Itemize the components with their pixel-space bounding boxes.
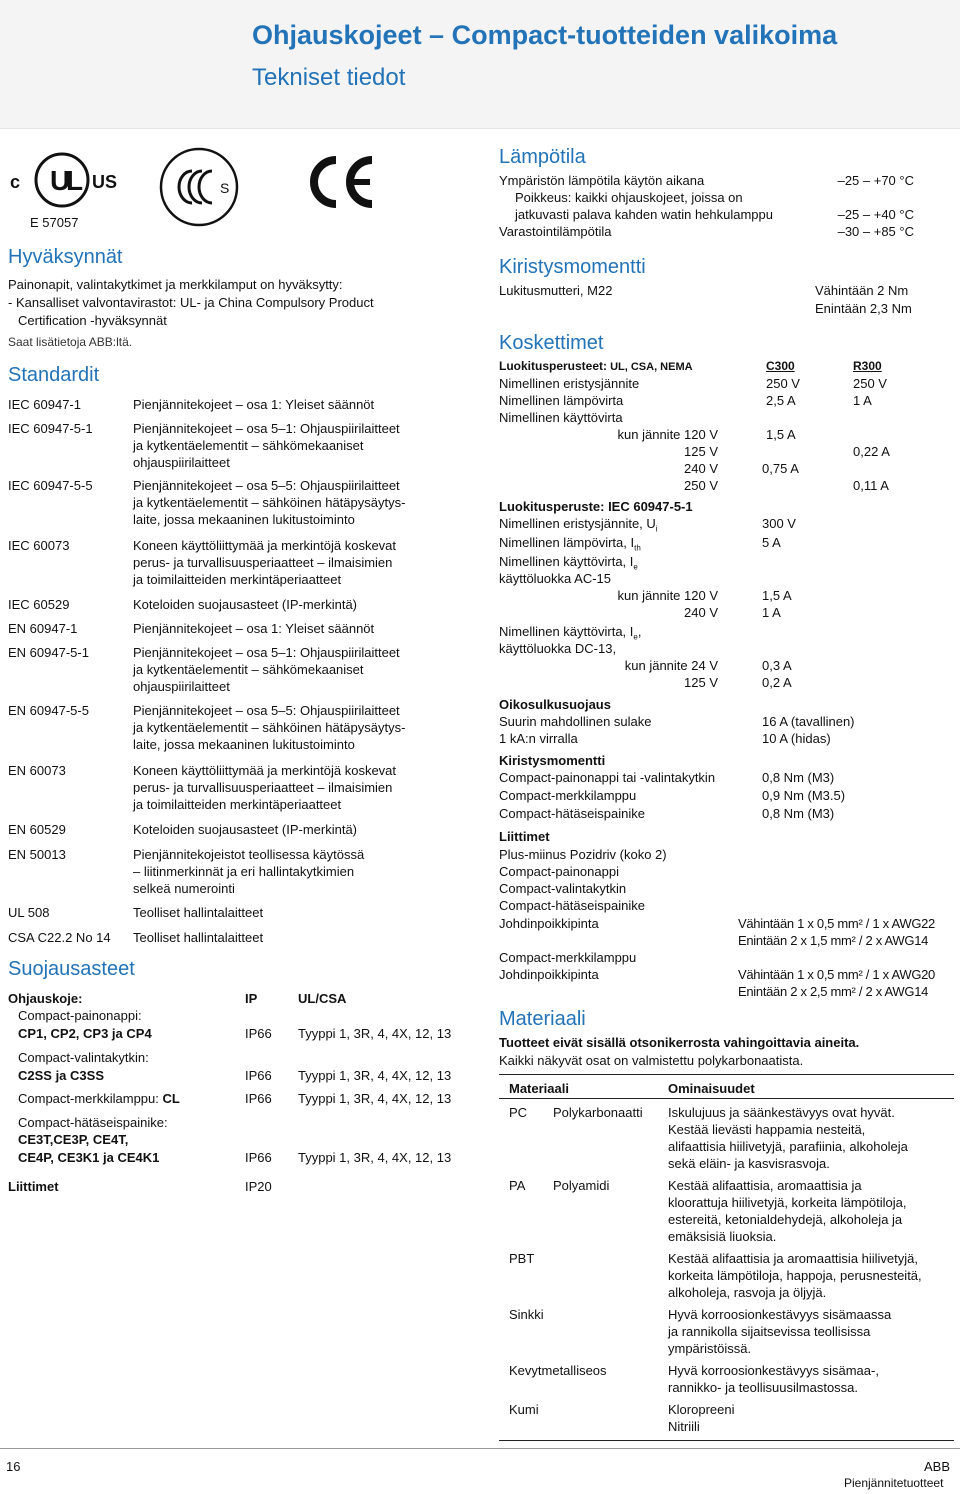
ccc-certification-logo	[158, 146, 240, 228]
standard-code: EN 60529	[8, 822, 66, 837]
standard-desc: ja kytkentäelementit – sähköinen hätäpysäytys-	[133, 495, 406, 510]
temp-value: –25 – +70 °C	[837, 173, 914, 188]
material-table-bottom-rule	[499, 1440, 954, 1441]
temp-value: –25 – +40 °C	[837, 207, 914, 222]
temp-value: –30 – +85 °C	[837, 224, 914, 239]
protection-ulcsa: Tyyppi 1, 3R, 4, 4X, 12, 13	[298, 1150, 452, 1165]
contact-torque-label: Compact-painonappi tai -valintakytkin	[499, 770, 716, 785]
protection-ulcsa: Tyyppi 1, 3R, 4, 4X, 12, 13	[298, 1068, 452, 1083]
contacts-value: 300 V	[762, 516, 796, 531]
protection-terminals: Liittimet	[8, 1179, 59, 1194]
contacts-heading: Koskettimet	[499, 332, 604, 354]
contacts-label: Nimellinen lämpövirta	[499, 393, 624, 408]
contacts-basis-iec: Luokitusperuste: IEC 60947-5-1	[499, 499, 693, 514]
contacts-label: Nimellinen eristysjännite	[499, 376, 640, 391]
material-prop: Kestää alifaattisia ja aromaattisia hiilivetyjä,	[668, 1251, 919, 1266]
standard-desc: ja kytkentäelementit – sähköinen hätäpysäytys-	[133, 720, 406, 735]
standard-code: IEC 60073	[8, 538, 70, 553]
page-title: Ohjauskojeet – Compact-tuotteiden valikoima	[252, 20, 838, 50]
contacts-r300-value: 0,11 A	[853, 478, 889, 493]
ie-label: Nimellinen käyttövirta, I	[499, 554, 634, 569]
ul-left-mark: c	[10, 172, 21, 192]
contacts-c300-value: 250 V	[766, 376, 800, 391]
protection-device-codes: CE4P, CE3K1 ja CE4K1	[18, 1150, 160, 1165]
contacts-value: 1,5 A	[762, 588, 792, 603]
standard-desc: ja kytkentäelementit – sähkömekaaniset	[133, 438, 364, 453]
ui-label: Nimellinen eristysjännite, U	[499, 516, 656, 531]
material-prop: Hyvä korroosionkestävyys sisämaassa	[668, 1307, 892, 1322]
contacts-c300-value: 0,75 A	[762, 461, 799, 476]
contacts-value: 0,2 A	[762, 675, 792, 690]
material-prop: emäksisiä liuoksia.	[668, 1229, 777, 1244]
protection-ulcsa: Tyyppi 1, 3R, 4, 4X, 12, 13	[298, 1091, 452, 1106]
protection-ip: IP66	[245, 1026, 272, 1041]
contacts-label: 250 V	[684, 478, 718, 493]
material-intro: Kaikki näkyvät osat on valmistettu polykarbonaatista.	[499, 1053, 804, 1068]
ie2-suffix: ,	[637, 624, 642, 639]
terminals-line: Compact-hätäseispainike	[499, 898, 645, 913]
torque-heading: Kiristysmomentti	[499, 256, 646, 278]
contacts-basis	[499, 358, 693, 376]
terminals-heading: Liittimet	[499, 829, 550, 844]
temp-label: Poikkeus: kaikki ohjauskojeet, joissa on	[515, 190, 743, 205]
contact-torque-value: 0,8 Nm (M3)	[762, 770, 835, 785]
protection-col-ulcsa: UL/CSA	[298, 991, 347, 1006]
material-code: Sinkki	[509, 1307, 544, 1322]
contacts-r300-value: 0,22 A	[853, 444, 890, 459]
standard-desc: Koneen käyttöliittymää ja merkintöjä koskevat	[133, 763, 397, 778]
standard-code: IEC 60947-1	[8, 397, 81, 412]
terminals-line: Plus-miinus Pozidriv (koko 2)	[499, 847, 667, 862]
protection-device-codes: C2SS ja C3SS	[18, 1068, 104, 1083]
material-prop: ympäristöissä.	[668, 1341, 752, 1356]
temp-label: Ympäristön lämpötila käytön aikana	[499, 173, 705, 188]
conductor-min: Vähintään 1 x 0,5 mm² / 1 x AWG20	[738, 967, 935, 982]
contacts-label: kun jännite 120 V	[617, 427, 718, 442]
footer-section: Pienjännitetuotteet	[844, 1476, 944, 1490]
conductor-label: Johdinpoikkipinta	[499, 916, 599, 931]
material-prop: Kloropreeni	[668, 1402, 735, 1417]
torque-label: Lukitusmutteri, M22	[499, 283, 613, 298]
protection-heading: Suojausasteet	[8, 958, 135, 980]
ul-file-number: E 57057	[30, 215, 79, 230]
contacts-value: 5 A	[762, 535, 781, 550]
protection-device: Compact-valintakytkin:	[18, 1050, 149, 1065]
standard-code: IEC 60947-5-5	[8, 478, 93, 493]
contacts-r300-value: 250 V	[853, 376, 887, 391]
material-prop: Nitriili	[668, 1419, 700, 1434]
standard-code: EN 60947-1	[8, 621, 78, 636]
standard-desc: Teolliset hallintalaitteet	[133, 930, 264, 945]
contact-torque-heading: Kiristysmomentti	[499, 753, 606, 768]
ie2-sub: e	[633, 632, 638, 642]
contact-torque-value: 0,9 Nm (M3.5)	[762, 788, 846, 803]
standard-code: CSA C22.2 No 14	[8, 930, 111, 945]
contacts-label: kun jännite 24 V	[624, 658, 718, 673]
material-col-material: Materiaali	[509, 1081, 569, 1096]
standard-desc: perus- ja turvallisuusperiaatteet – ilmaisimien	[133, 780, 393, 795]
standard-desc: Pienjännitekojeet – osa 5–1: Ohjauspiirilaitteet	[133, 645, 400, 660]
standard-code: UL 508	[8, 905, 50, 920]
contacts-label: 125 V	[684, 444, 718, 459]
footer-rule	[0, 1448, 960, 1449]
terminals-line: Compact-merkkilamppu	[499, 950, 637, 965]
contacts-basis-value: UL, CSA, NEMA	[607, 361, 693, 373]
short-circuit-value: 10 A (hidas)	[762, 731, 831, 746]
approvals-line: - Kansalliset valvontavirastot: UL- ja China Compulsory Product	[8, 295, 374, 310]
standard-desc: Pienjännitekojeet – osa 5–5: Ohjauspiirilaitteet	[133, 703, 400, 718]
material-prop: alkoholeja, rasvoja ja öljyjä.	[668, 1285, 827, 1300]
contacts-col-c300: C300	[766, 359, 795, 373]
contacts-value: 1 A	[762, 605, 781, 620]
contacts-c300-value: 1,5 A	[766, 427, 796, 442]
contacts-r300-value: 1 A	[853, 393, 872, 408]
page-subtitle: Tekniset tiedot	[252, 64, 406, 91]
standard-desc: perus- ja turvallisuusperiaatteet – ilmaisimien	[133, 555, 393, 570]
contacts-label: 125 V	[684, 675, 718, 690]
protection-ip: IP66	[245, 1091, 272, 1106]
material-code: Kevytmetalliseos	[509, 1363, 607, 1378]
material-code: Kumi	[509, 1402, 539, 1417]
material-code: PBT	[509, 1251, 535, 1266]
standard-code: EN 50013	[8, 847, 66, 862]
ie-sub: e	[633, 562, 638, 572]
contacts-label: 240 V	[684, 461, 718, 476]
standard-desc: – liitinmerkinnät ja eri hallintakytkimien	[133, 864, 355, 879]
approvals-line: Certification -hyväksynnät	[18, 313, 167, 328]
standard-desc: Pienjännitekojeistot teollisessa käytössä	[133, 847, 365, 862]
material-table-top-rule	[499, 1074, 954, 1075]
contacts-label: kun jännite 120 V	[617, 588, 718, 603]
protection-device: Compact-hätäseispainike:	[18, 1115, 168, 1130]
protection-device	[18, 1090, 180, 1107]
standard-desc: Pienjännitekojeet – osa 5–5: Ohjauspiirilaitteet	[133, 478, 400, 493]
standard-desc: Pienjännitekojeet – osa 1: Yleiset säännöt	[133, 397, 375, 412]
approvals-heading: Hyväksynnät	[8, 246, 123, 268]
temperature-heading: Lämpötila	[499, 146, 586, 168]
contact-torque-value: 0,8 Nm (M3)	[762, 806, 835, 821]
standards-heading: Standardit	[8, 364, 100, 386]
protection-device-prefix: Compact-merkkilamppu:	[18, 1091, 163, 1106]
material-code: PC	[509, 1105, 528, 1120]
ith-sub: th	[634, 543, 641, 553]
protection-device: Compact-painonappi:	[18, 1008, 142, 1023]
protection-device-codes: CE3T,CE3P, CE4T,	[18, 1132, 129, 1147]
material-table-header-rule	[499, 1098, 954, 1099]
svg-text:L: L	[66, 165, 84, 196]
standard-code: IEC 60947-5-1	[8, 421, 93, 436]
material-intro-bold: Tuotteet eivät sisällä otsonikerrosta vahingoittavia aineita.	[499, 1035, 860, 1050]
approvals-line: Painonapit, valintakytkimet ja merkkilamput on hyväksytty:	[8, 277, 343, 292]
material-prop: rannikko- ja teollisuusilmastossa.	[668, 1380, 859, 1395]
standard-desc: ja toimilaitteiden merkintäperiaatteet	[133, 572, 342, 587]
standard-desc: ohjauspiirilaitteet	[133, 679, 230, 694]
torque-min: Vähintään 2 Nm	[815, 283, 909, 298]
ie2-label: Nimellinen käyttövirta, I	[499, 624, 634, 639]
temp-label: jatkuvasti palava kahden watin hehkulamppu	[515, 207, 774, 222]
short-circuit-label: Suurin mahdollinen sulake	[499, 714, 652, 729]
contacts-basis-label: Luokitusperusteet:	[499, 359, 608, 373]
standard-code: EN 60947-5-5	[8, 703, 89, 718]
material-name: Polyamidi	[553, 1178, 610, 1193]
ccc-s-mark: S	[220, 180, 230, 196]
material-prop: kloorattuja hiilivetyjä, korkeita lämpötiloja,	[668, 1195, 907, 1210]
ce-mark-logo	[300, 152, 380, 212]
material-prop: estereitä, ketonialdehydejä, alkoholeja ja	[668, 1212, 903, 1227]
short-circuit-heading: Oikosulkusuojaus	[499, 697, 611, 712]
contacts-c300-value: 2,5 A	[766, 393, 796, 408]
material-prop: ja rannikolla sijaitsevissa teollisissa	[668, 1324, 871, 1339]
contacts-col-r300: R300	[853, 359, 882, 373]
material-prop: korkeita lämpötiloja, happoja, perusnesteitä,	[668, 1268, 922, 1283]
temp-label: Varastointilämpötila	[499, 224, 612, 239]
approvals-note: Saat lisätietoja ABB:ltä.	[8, 335, 133, 349]
standard-desc: ja kytkentäelementit – sähkömekaaniset	[133, 662, 364, 677]
protection-device-codes: CP1, CP2, CP3 ja CP4	[18, 1026, 152, 1041]
standard-desc: ohjauspiirilaitteet	[133, 455, 230, 470]
protection-device-code: CL	[162, 1091, 180, 1106]
standard-desc: laite, jossa mekaaninen lukitustoiminto	[133, 512, 355, 527]
material-prop: Hyvä korroosionkestävyys sisämaa-,	[668, 1363, 879, 1378]
material-code: PA	[509, 1178, 526, 1193]
standard-desc: Pienjännitekojeet – osa 1: Yleiset säännöt	[133, 621, 375, 636]
material-prop: Kestää lievästi happamia nesteitä,	[668, 1122, 866, 1137]
short-circuit-label: 1 kA:n virralla	[499, 731, 578, 746]
contacts-label: käyttöluokka DC-13,	[499, 641, 617, 656]
material-col-properties: Ominaisuudet	[668, 1081, 755, 1096]
ui-sub: i	[655, 524, 658, 534]
material-heading: Materiaali	[499, 1008, 586, 1030]
material-prop: sekä eläin- ja kasvisrasvoja.	[668, 1156, 830, 1171]
protection-ulcsa: Tyyppi 1, 3R, 4, 4X, 12, 13	[298, 1026, 452, 1041]
conductor-max: Enintään 2 x 1,5 mm² / 2 x AWG14	[738, 933, 929, 948]
short-circuit-value: 16 A (tavallinen)	[762, 714, 855, 729]
material-prop: alifaattisia hiilivetyjä, parafiinia, alkoholeja	[668, 1139, 908, 1154]
material-prop: Kestää alifaattisia, aromaattisia ja	[668, 1178, 862, 1193]
conductor-label: Johdinpoikkipinta	[499, 967, 599, 982]
page-number: 16	[6, 1459, 21, 1474]
protection-col-ip: IP	[245, 991, 258, 1006]
torque-max: Enintään 2,3 Nm	[815, 301, 912, 316]
ul-certification-logo	[8, 150, 118, 210]
ul-right-mark: US	[92, 172, 118, 192]
ith-label: Nimellinen lämpövirta, I	[499, 535, 635, 550]
contacts-label: käyttöluokka AC-15	[499, 571, 612, 586]
standard-desc: Koteloiden suojausasteet (IP-merkintä)	[133, 597, 358, 612]
protection-col-device: Ohjauskoje:	[8, 991, 83, 1006]
contacts-value: 0,3 A	[762, 658, 792, 673]
protection-ip: IP66	[245, 1068, 272, 1083]
protection-ip: IP20	[245, 1179, 272, 1194]
standard-desc: laite, jossa mekaaninen lukitustoiminto	[133, 737, 355, 752]
terminals-line: Compact-painonappi	[499, 864, 619, 879]
conductor-max: Enintään 2 x 2,5 mm² / 2 x AWG14	[738, 984, 929, 999]
standard-desc: Koteloiden suojausasteet (IP-merkintä)	[133, 822, 358, 837]
standard-desc: selkeä numerointi	[133, 881, 235, 896]
footer-brand: ABB	[924, 1459, 951, 1474]
standard-desc: Pienjännitekojeet – osa 5–1: Ohjauspiirilaitteet	[133, 421, 400, 436]
standard-desc: ja toimilaitteiden merkintäperiaatteet	[133, 797, 342, 812]
contact-torque-label: Compact-hätäseispainike	[499, 806, 645, 821]
terminals-line: Compact-valintakytkin	[499, 881, 627, 896]
material-prop: Iskulujuus ja säänkestävyys ovat hyvät.	[668, 1105, 895, 1120]
contacts-label: 240 V	[684, 605, 718, 620]
protection-ip: IP66	[245, 1150, 272, 1165]
contacts-label: Nimellinen käyttövirta	[499, 410, 623, 425]
standard-code: EN 60073	[8, 763, 66, 778]
standard-desc: Teolliset hallintalaitteet	[133, 905, 264, 920]
standard-code: IEC 60529	[8, 597, 70, 612]
material-name: Polykarbonaatti	[553, 1105, 643, 1120]
standard-desc: Koneen käyttöliittymää ja merkintöjä koskevat	[133, 538, 397, 553]
conductor-min: Vähintään 1 x 0,5 mm² / 1 x AWG22	[738, 916, 935, 931]
svg-text:U: U	[50, 165, 71, 196]
standard-code: EN 60947-5-1	[8, 645, 89, 660]
contact-torque-label: Compact-merkkilamppu	[499, 788, 637, 803]
